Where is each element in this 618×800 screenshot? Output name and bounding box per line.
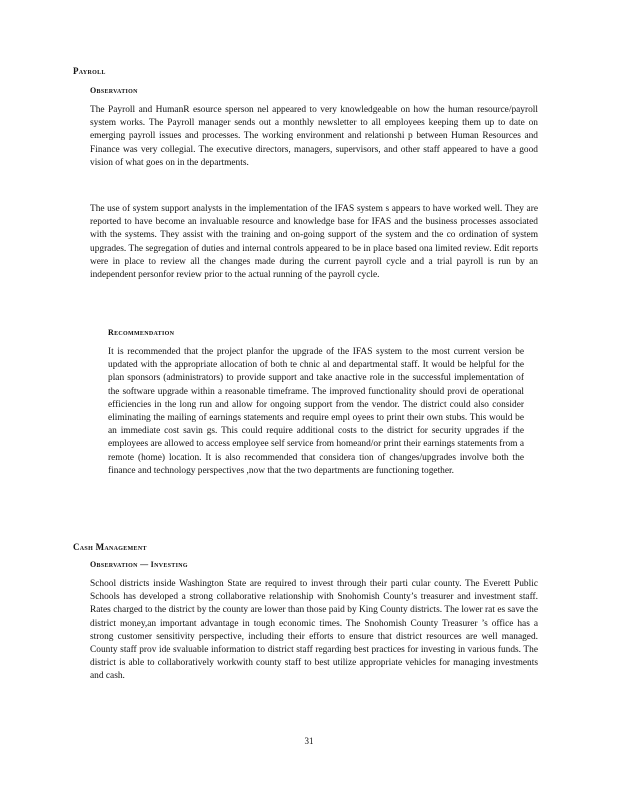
subheading-recommendation: Recommendation xyxy=(108,328,175,337)
payroll-recommendation-paragraph: It is recommended that the project planfor the upgrade of the IFAS system to the most current version be updated with the appropriate allocation of both te chnic al and departmental staff. It would be helpful for the plan sponsors (administrators) to provide support and take anactive role in the successful implementation of the software upgrade within a reasonable timeframe. The improved functionality should provi de operational efficiencies in the long run and allow for ongoing support from the vendor. The district could also consider eliminating the mailing of earnings statements and require empl oyees to print their own stubs. This would be an immediate cost savin gs. This could require additional costs to the district for security upgrades if the employees are allowed to access employee self service from homeand/or print their earnings statements from a remote (home) location. It is also recommended that considera tion of changes/upgrades involve both the finance and technology perspectives ,now that the two departments are functioning together. xyxy=(108,347,524,476)
section-heading-cash-management: Cash Management xyxy=(73,542,147,552)
payroll-observation-paragraph-2: The use of system support analysts in the implementation of the IFAS system s appears to have worked well. They are reported to have become an invaluable resource and knowledge base for IFAS and the business processes associated with the systems. They assist with the training and on-going support of the system and the co ordination of system upgrades. The segregation of duties and internal controls appeared to be in place based ona limited review. Edit reports were in place to review all the changes made during the current payroll cycle and a trial payroll is run by an independent personfor review prior to the actual running of the payroll cycle. xyxy=(90,204,538,281)
cash-management-observation-paragraph: School districts inside Washington State are required to invest through their parti cular county. The Everett Public Schools has developed a strong collaborative relationship with Snohomish County’s treasurer and investment staff. Rates charged to the district by the county are lower than those paid by King County districts. The lower rat es save the district money,an important advantage in tough economic times. The Snohomish County Treasurer ’s office has a strong customer sensitivity perspective, including their efforts to ensure that district resources are well managed. County staff prov ide svaluable information to district staff regarding best practices for investing in various funds. The district is able to collaboratively workwith county staff to best utilize appropriate vehicles for managing investments and cash. xyxy=(90,579,538,682)
page-number: 31 xyxy=(304,736,314,746)
section-heading-payroll: Payroll xyxy=(73,66,106,76)
payroll-observation-paragraph-1: The Payroll and HumanR esource sperson nel appeared to very knowledgeable on how the human resource/payroll system works. The Payroll manager sends out a monthly newsletter to all employees keeping them up to date on emerging payroll issues and processes. The working environment and relationshi p between Human Resources and Finance was very collegial. The executive directors, managers, supervisors, and other staff appeared to have a good vision of what goes on in the departments. xyxy=(90,105,538,168)
subheading-observation-investing: Observation — Investing xyxy=(90,560,188,569)
subheading-observation: Observation xyxy=(90,86,138,95)
